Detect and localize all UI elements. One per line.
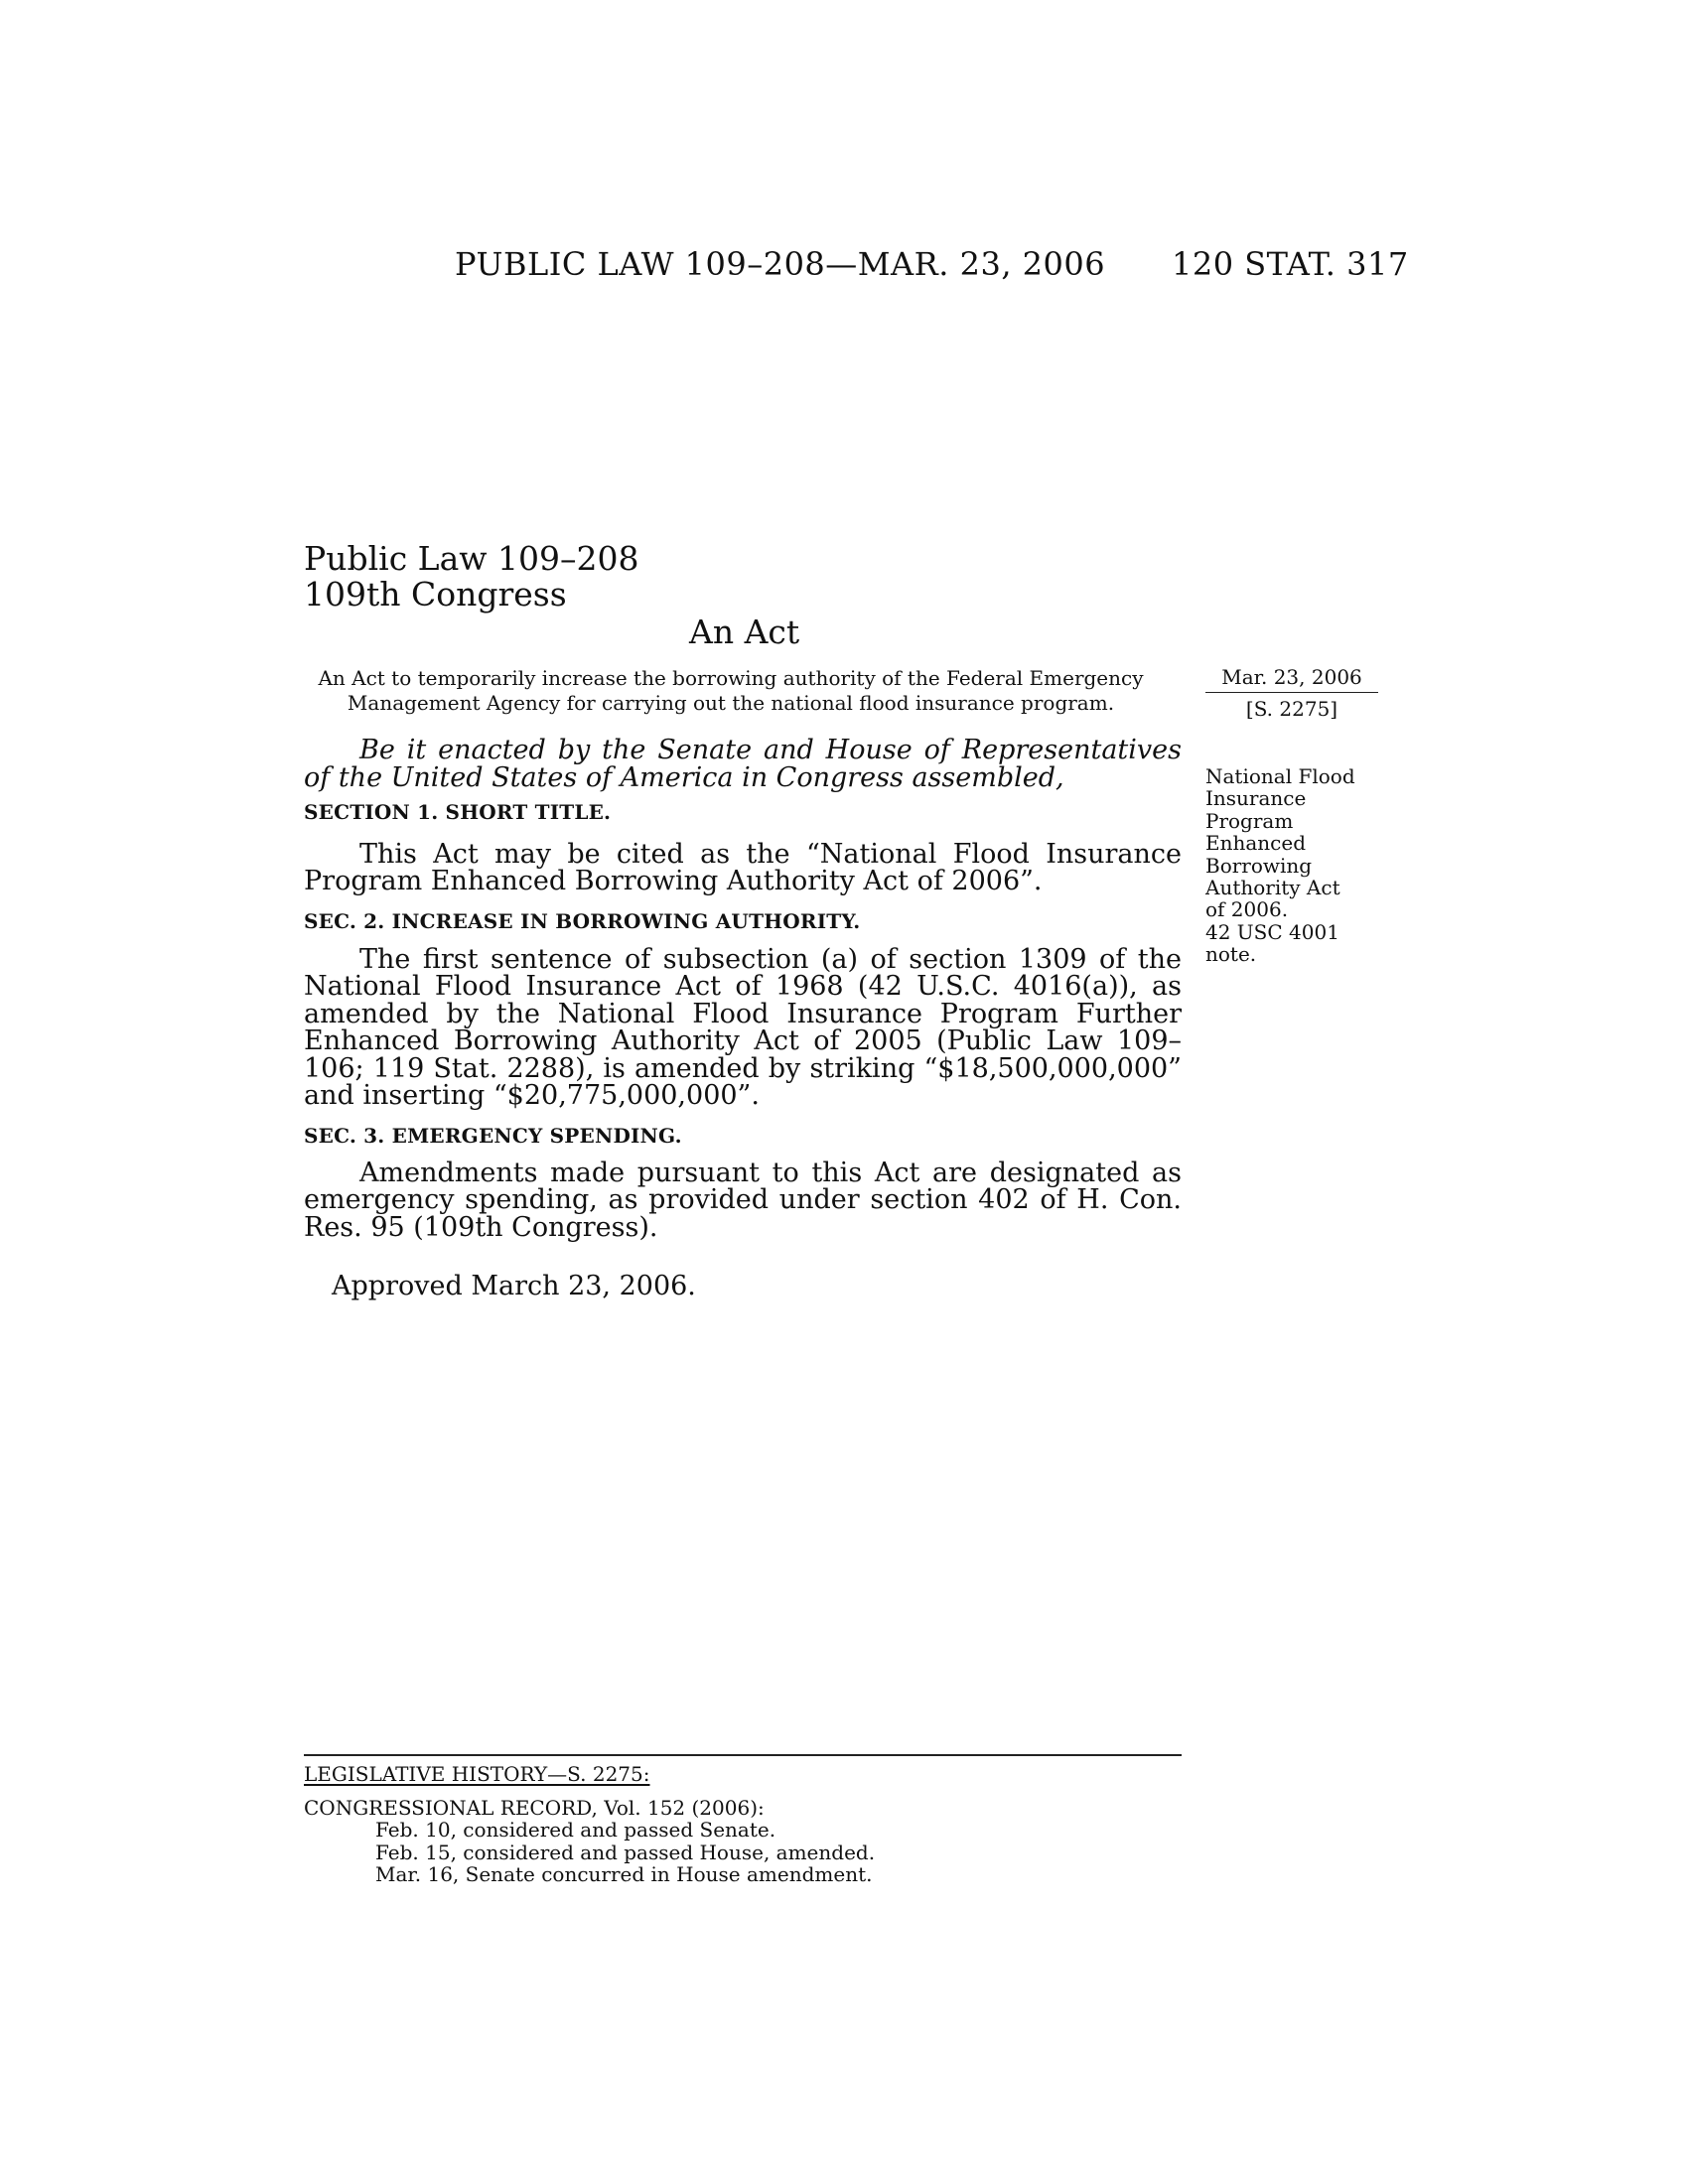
section-2-heading: SEC. 2. INCREASE IN BORROWING AUTHORITY. [304, 909, 861, 933]
congress-label: 109th Congress [304, 575, 567, 614]
legislative-history-list [375, 1819, 875, 1886]
side-note-line: Borrowing [1205, 853, 1313, 878]
side-note-line: Authority Act [1205, 876, 1340, 900]
running-head-page-citation: 120 STAT. 317 [1172, 245, 1409, 283]
approval-date: Approved March 23, 2006. [332, 1271, 696, 1301]
history-entry: Mar. 16, Senate concurred in House amendment. [375, 1862, 873, 1886]
history-entry: Feb. 15, considered and passed House, amended. [375, 1840, 876, 1864]
history-entry: Feb. 10, considered and passed Senate. [375, 1818, 776, 1842]
section-3-text: Amendments made pursuant to this Act are designated as emergency spending, as provided under section 402 of H. Con. Res. 95 (109th Congress). [304, 1158, 1182, 1243]
public-law-number: Public Law 109–208 [304, 539, 639, 578]
side-note-line: Enhanced [1205, 831, 1307, 856]
side-note-line: National Flood [1205, 764, 1355, 788]
side-note-line: 42 USC 4001 [1205, 919, 1339, 944]
enacting-clause: Be it enacted by the Senate and House of Representatives of the United States of America in Congress assembled, [304, 735, 1182, 793]
side-note-line: of 2006. [1205, 897, 1289, 922]
congressional-record-label: CONGRESSIONAL RECORD, Vol. 152 (2006): [304, 1796, 765, 1820]
side-note-line: note. [1205, 942, 1257, 967]
footnote-divider [304, 1754, 1182, 1756]
long-title: An Act to temporarily increase the borrowing authority of the Federal Emergency Management Agency for carrying out the national flood insurance program. [318, 666, 1144, 715]
margin-side-note [1205, 765, 1374, 966]
section-1-heading: SECTION 1. SHORT TITLE. [304, 800, 612, 824]
act-heading: An Act [689, 613, 800, 651]
legislative-history-heading: LEGISLATIVE HISTORY—S. 2275: [304, 1762, 650, 1786]
section-3-heading: SEC. 3. EMERGENCY SPENDING. [304, 1124, 682, 1148]
running-head-left: PUBLIC LAW 109–208—MAR. 23, 2006 [455, 245, 1106, 283]
margin-bill-number: [S. 2275] [1245, 697, 1338, 721]
section-2-text: The first sentence of subsection (a) of section 1309 of the National Flood Insurance Act of 1968 (42 U.S.C. 4016(a)), as amended by the National Flood Insurance Program Further Enhanced Borrowing Authority Act of 2005 (Public Law 109–106; 119 Stat. 2288), is amended by striking “$18,500,000,000” and inserting “$20,775,000,000”. [304, 944, 1182, 1112]
section-1-text: This Act may be cited as the “National Flood Insurance Program Enhanced Borrowing Authority Act of 2006”. [304, 839, 1182, 897]
side-note-line: Insurance [1205, 786, 1307, 811]
margin-date: Mar. 23, 2006 [1205, 665, 1378, 693]
side-note-line: Program [1205, 808, 1294, 833]
